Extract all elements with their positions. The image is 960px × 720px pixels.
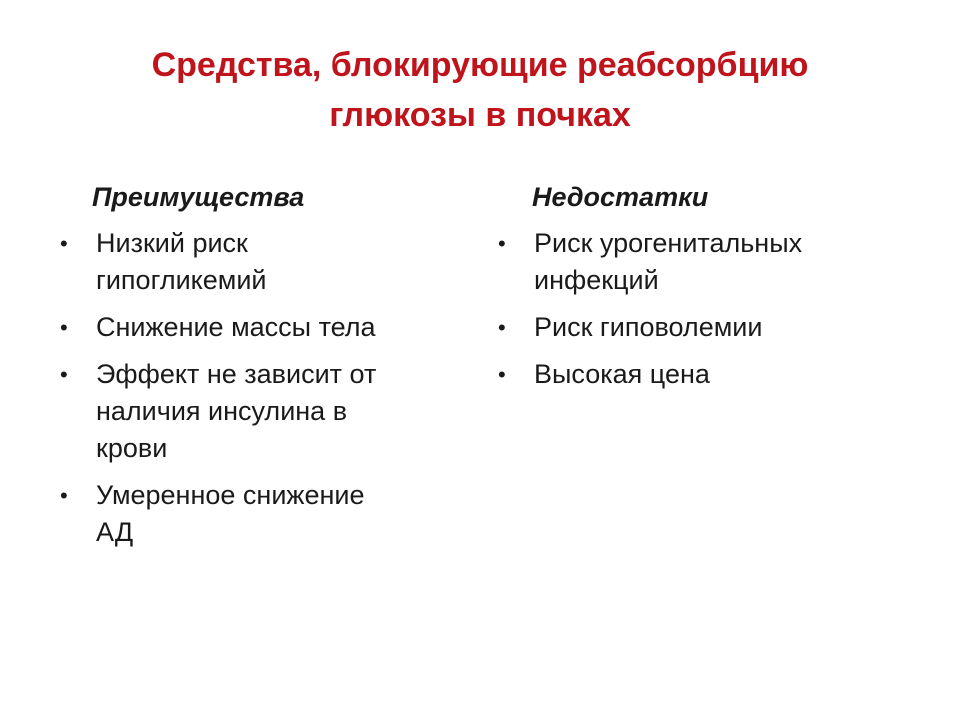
list-item-line: АД — [96, 517, 134, 547]
list-item-line: Умеренное снижение — [96, 480, 365, 510]
list-item-line: Эффект не зависит от — [96, 359, 377, 389]
list-item-line: Риск гиповолемии — [534, 312, 763, 342]
slide-title-line-2: глюкозы в почках — [329, 96, 631, 134]
bullet-icon: • — [60, 315, 68, 340]
slide-title-line-1: Средства, блокирующие реабсорбцию — [151, 46, 809, 84]
list-item — [498, 356, 898, 393]
list-item — [60, 309, 440, 346]
bullet-icon: • — [498, 231, 506, 256]
list-item-line: гипогликемий — [96, 265, 267, 295]
list-item — [60, 477, 440, 551]
list-item — [498, 225, 898, 299]
list-item-line: Риск урогенитальных — [534, 228, 803, 258]
disadvantages-column — [498, 175, 898, 403]
list-item-line: крови — [96, 433, 168, 463]
list-item-line: наличия инсулина в — [96, 396, 348, 426]
advantages-list — [60, 225, 440, 551]
list-item — [498, 309, 898, 346]
bullet-icon: • — [60, 483, 68, 508]
bullet-icon: • — [498, 362, 506, 387]
advantages-column — [60, 175, 440, 561]
disadvantages-list — [498, 225, 898, 393]
bullet-icon: • — [60, 362, 68, 387]
list-item-line: Низкий риск — [96, 228, 248, 258]
list-item — [60, 225, 440, 299]
slide-title — [60, 40, 900, 140]
advantages-heading: Преимущества — [92, 182, 305, 212]
list-item-line: Снижение массы тела — [96, 312, 376, 342]
list-item — [60, 356, 440, 467]
list-item-line: инфекций — [534, 265, 659, 295]
bullet-icon: • — [498, 315, 506, 340]
list-item-line: Высокая цена — [534, 359, 710, 389]
disadvantages-heading: Недостатки — [532, 182, 709, 212]
bullet-icon: • — [60, 231, 68, 256]
